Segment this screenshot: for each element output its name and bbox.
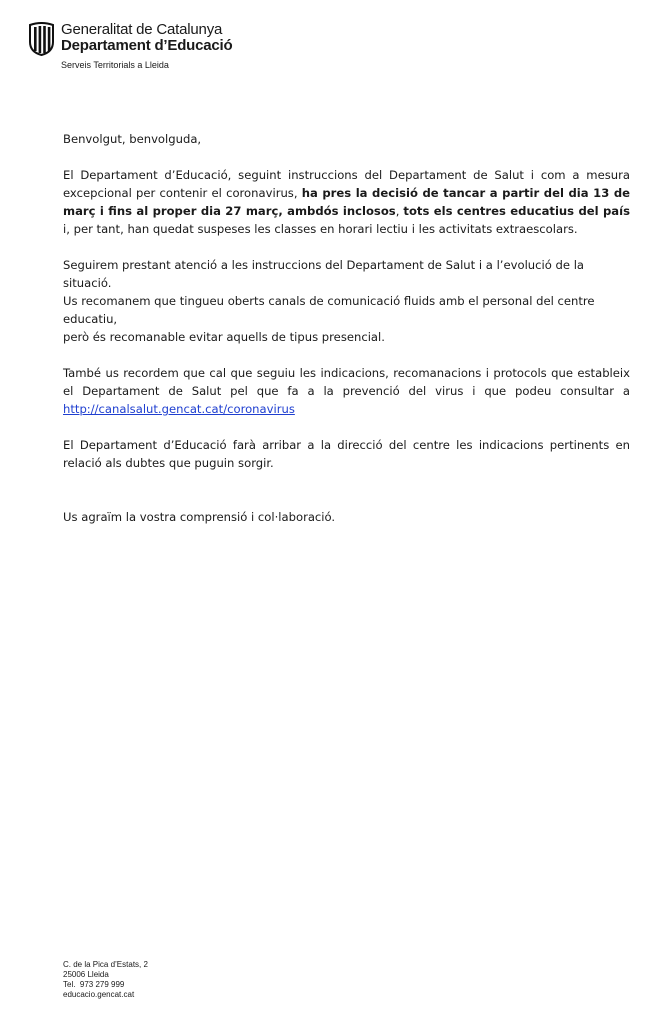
government-name: Generalitat de Catalunya <box>61 21 223 38</box>
closure-text-intro: El Departament d’Educació, seguint instruccions del Departament de Salut i com a mesura excepcional per contenir el coronavirus, <box>63 168 630 200</box>
footer-address: C. de la Pica d’Estats, 2 <box>63 960 148 969</box>
footer-phone: Tel. 973 279 999 <box>63 980 125 989</box>
closure-text-end: i, per tant, han quedat suspeses les classes en horari lectiu i les activitats extraescolars. <box>63 222 578 236</box>
follow-up-line-3: però és recomanable evitar aquells de tipus presencial. <box>63 330 385 344</box>
paragraph-follow-up <box>63 256 630 346</box>
footer-web: educacio.gencat.cat <box>63 990 135 999</box>
footer-contact <box>63 960 148 1000</box>
letter-body <box>63 130 630 526</box>
greeting: Benvolgut, benvolguda, <box>63 132 202 146</box>
paragraph-closure-notice <box>63 166 630 238</box>
department-name: Departament d’Educació <box>61 37 233 54</box>
follow-up-line-1: Seguirem prestant atenció a les instruccions del Departament de Salut i a l’evolució de la situació. <box>63 258 585 290</box>
paragraph-protocols <box>63 364 630 418</box>
protocols-text: També us recordem que cal que seguiu les indicacions, recomanacions i protocols que estableix el Departament de Salut pel que fa a la prevenció del virus i que podeu consultar a <box>63 366 630 398</box>
canalsalut-link[interactable]: http://canalsalut.gencat.cat/coronavirus <box>63 402 295 416</box>
generalitat-logo-icon <box>28 22 55 56</box>
follow-up-line-2: Us recomanem que tingueu oberts canals de comunicació fluids amb el personal del centre educatiu, <box>63 294 595 326</box>
footer-postal: 25006 Lleida <box>63 970 109 979</box>
closure-scope: tots els centres educatius del país <box>403 204 630 218</box>
closure-dates: ha pres la decisió de tancar a partir del dia 13 de març i fins al proper dia 27 març, ambdós inclosos <box>63 186 630 218</box>
closure-separator: , <box>395 204 404 218</box>
paragraph-indications: El Departament d’Educació farà arribar a la direcció del centre les indicacions pertinents en relació als dubtes que puguin sorgir. <box>63 438 630 470</box>
letterhead <box>28 22 232 71</box>
closing: Us agraïm la vostra comprensió i col·laboració. <box>63 510 336 524</box>
unit-name: Serveis Territorials a Lleida <box>61 60 169 70</box>
